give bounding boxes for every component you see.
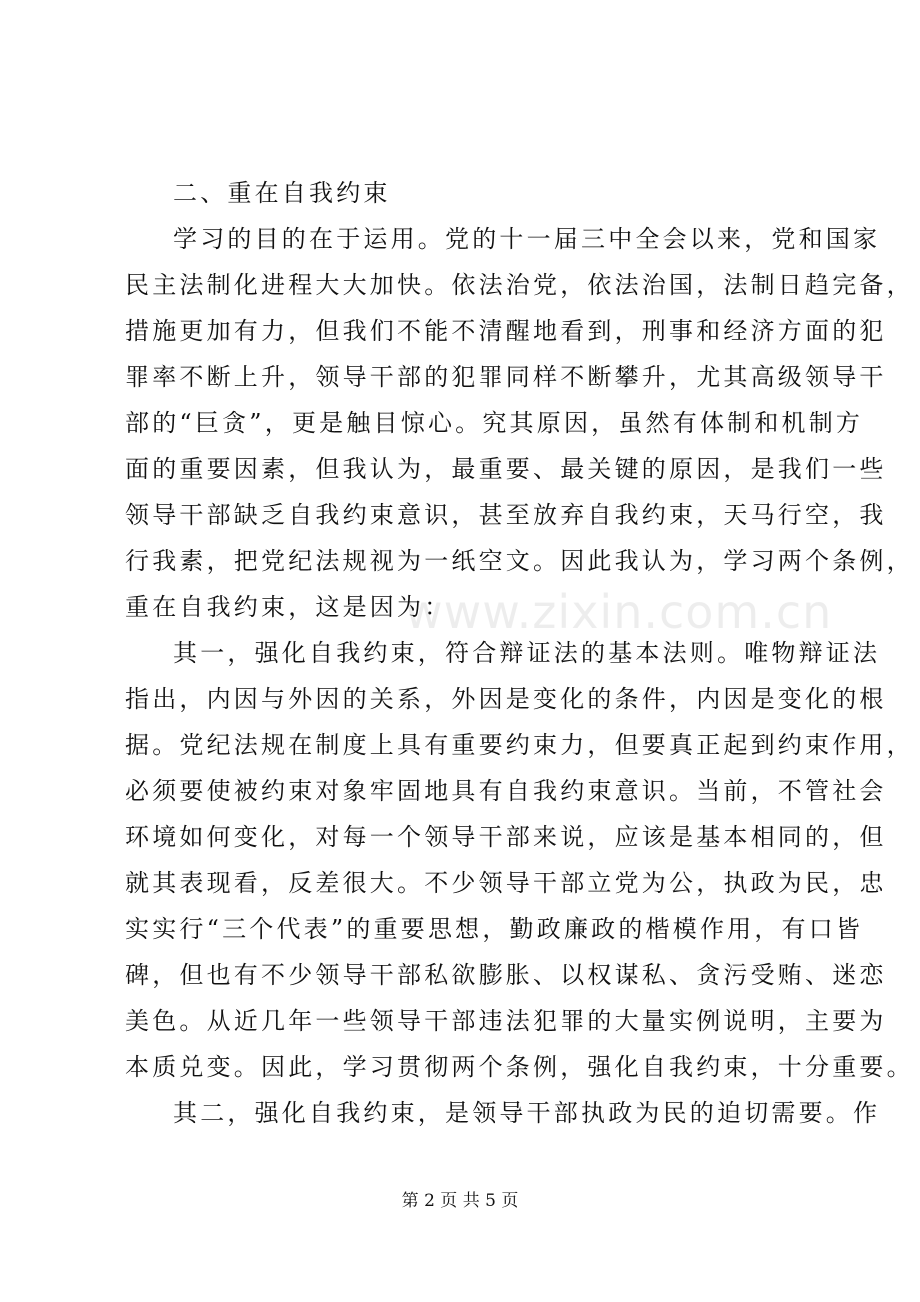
paragraph-line: 行我素，把党纪法规视为一纸空文。因此我认为，学习两个条例， — [125, 547, 914, 575]
section-heading: 二、重在自我约束 — [173, 179, 391, 207]
page-footer: 第 2 页 共 5 页 — [401, 1191, 519, 1211]
paragraph-line: 碑，但也有不少领导干部私欲膨胀、以权谋私、贪污受贿、迷恋 — [125, 961, 887, 989]
paragraph-line: 据。党纪法规在制度上具有重要约束力，但要真正起到约束作用， — [125, 731, 914, 759]
paragraph-line: 重在自我约束，这是因为： — [125, 593, 452, 621]
paragraph-line: 美色。从近几年一些领导干部违法犯罪的大量实例说明，主要为 — [125, 1007, 887, 1035]
paragraph-line: 罪率不断上升，领导干部的犯罪同样不断攀升，尤其高级领导干 — [125, 363, 887, 391]
paragraph-line: 学习的目的在于运用。党的十一届三中全会以来，党和国家 — [173, 225, 881, 253]
paragraph-line: 面的重要因素，但我认为，最重要、最关键的原因，是我们一些 — [125, 455, 887, 483]
paragraph-line: 就其表现看，反差很大。不少领导干部立党为公，执政为民，忠 — [125, 869, 887, 897]
paragraph-line: 实实行“三个代表”的重要思想，勤政廉政的楷模作用，有口皆 — [125, 915, 864, 943]
paragraph-line: 民主法制化进程大大加快。依法治党，依法治国，法制日趋完备， — [125, 271, 914, 299]
paragraph-line: 领导干部缺乏自我约束意识，甚至放弃自我约束，天马行空，我 — [125, 501, 887, 529]
paragraph-line: 必须要使被约束对象牢固地具有自我约束意识。当前，不管社会 — [125, 777, 887, 805]
paragraph-line: 部的“巨贪”，更是触目惊心。究其原因，虽然有体制和机制方 — [125, 409, 864, 437]
document-body — [125, 170, 914, 1136]
paragraph-line: 本质兑变。因此，学习贯彻两个条例，强化自我约束，十分重要。 — [125, 1053, 914, 1081]
paragraph-line: 措施更加有力，但我们不能不清醒地看到，刑事和经济方面的犯 — [125, 317, 887, 345]
paragraph-line: 其一，强化自我约束，符合辩证法的基本法则。唯物辩证法 — [173, 639, 881, 667]
paragraph-line: 指出，内因与外因的关系，外因是变化的条件，内因是变化的根 — [125, 685, 887, 713]
paragraph-line: 环境如何变化，对每一个领导干部来说，应该是基本相同的，但 — [125, 823, 887, 851]
paragraph-line: 其二，强化自我约束，是领导干部执政为民的迫切需要。作 — [173, 1099, 881, 1127]
watermark: www.zixin.com.cn — [405, 585, 833, 639]
